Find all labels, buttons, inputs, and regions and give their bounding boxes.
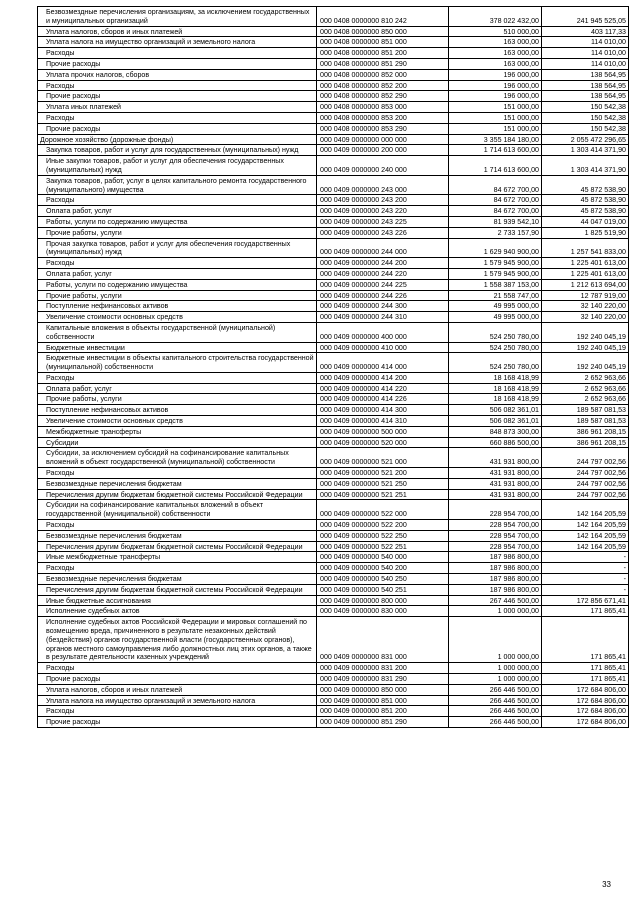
row-executed-amount-cell: 45 872 538,90: [542, 195, 629, 206]
row-executed-amount-cell: 138 564,95: [542, 91, 629, 102]
row-executed-amount-cell: 386 961 208,15: [542, 437, 629, 448]
row-name-cell: Уплата налога на имущество организаций и земельного налога: [38, 695, 317, 706]
row-name-cell: Исполнение судебных актов: [38, 606, 317, 617]
table-row: [38, 437, 629, 448]
row-name-cell: Расходы: [38, 372, 317, 383]
row-code-cell: 000 0409 0000000 830 000: [317, 606, 449, 617]
row-name-cell: Иные бюджетные ассигнования: [38, 595, 317, 606]
table-row: [38, 123, 629, 134]
row-name-cell: Прочие расходы: [38, 717, 317, 728]
row-planned-amount-cell: 228 954 700,00: [449, 541, 542, 552]
row-code-cell: 000 0409 0000000 521 000: [317, 448, 449, 468]
row-name-cell: Перечисления другим бюджетам бюджетной системы Российской Федерации: [38, 489, 317, 500]
row-code-cell: 000 0409 0000000 243 226: [317, 227, 449, 238]
row-name-cell: Расходы: [38, 258, 317, 269]
row-name-cell: Расходы: [38, 663, 317, 674]
row-code-cell: 000 0408 0000000 853 000: [317, 102, 449, 113]
row-name-cell: Увеличение стоимости основных средств: [38, 312, 317, 323]
row-executed-amount-cell: 142 164 205,59: [542, 541, 629, 552]
row-planned-amount-cell: 187 986 800,00: [449, 563, 542, 574]
table-row: [38, 216, 629, 227]
table-row: [38, 595, 629, 606]
row-code-cell: 000 0409 0000000 244 000: [317, 238, 449, 258]
row-executed-amount-cell: 138 564,95: [542, 80, 629, 91]
row-name-cell: Безвозмездные перечисления бюджетам: [38, 478, 317, 489]
row-executed-amount-cell: 150 542,38: [542, 112, 629, 123]
table-row: [38, 69, 629, 80]
row-executed-amount-cell: 32 140 220,00: [542, 312, 629, 323]
row-planned-amount-cell: 196 000,00: [449, 91, 542, 102]
row-name-cell: Прочие работы, услуги: [38, 227, 317, 238]
row-name-cell: Безвозмездные перечисления бюджетам: [38, 530, 317, 541]
row-name-cell: Уплата налога на имущество организаций и земельного налога: [38, 37, 317, 48]
table-row: [38, 448, 629, 468]
row-name-cell: Капитальные вложения в объекты государственной (муниципальной) собственности: [38, 322, 317, 342]
row-planned-amount-cell: 228 954 700,00: [449, 520, 542, 531]
row-executed-amount-cell: 114 010,00: [542, 58, 629, 69]
table-row: [38, 489, 629, 500]
table-row: [38, 112, 629, 123]
row-executed-amount-cell: 192 240 045,19: [542, 353, 629, 373]
table-row: [38, 91, 629, 102]
row-planned-amount-cell: 151 000,00: [449, 102, 542, 113]
row-executed-amount-cell: 45 872 538,90: [542, 175, 629, 195]
row-executed-amount-cell: 244 797 002,56: [542, 489, 629, 500]
row-executed-amount-cell: 1 212 613 694,00: [542, 279, 629, 290]
table-row: [38, 478, 629, 489]
row-code-cell: 000 0408 0000000 853 200: [317, 112, 449, 123]
row-planned-amount-cell: 431 931 800,00: [449, 478, 542, 489]
row-name-cell: Расходы: [38, 48, 317, 59]
row-planned-amount-cell: 18 168 418,99: [449, 372, 542, 383]
row-code-cell: 000 0408 0000000 850 000: [317, 26, 449, 37]
row-planned-amount-cell: 84 672 700,00: [449, 175, 542, 195]
row-executed-amount-cell: 142 164 205,59: [542, 500, 629, 520]
row-name-cell: Бюджетные инвестиции в объекты капитального строительства государственной (муниципальной) собственности: [38, 353, 317, 373]
table-row: [38, 695, 629, 706]
row-planned-amount-cell: 1 000 000,00: [449, 663, 542, 674]
row-name-cell: Уплата прочих налогов, сборов: [38, 69, 317, 80]
row-code-cell: 000 0409 0000000 522 250: [317, 530, 449, 541]
row-executed-amount-cell: 244 797 002,56: [542, 448, 629, 468]
row-code-cell: 000 0409 0000000 400 000: [317, 322, 449, 342]
row-executed-amount-cell: 192 240 045,19: [542, 322, 629, 342]
table-row: [38, 134, 629, 145]
row-planned-amount-cell: 266 446 500,00: [449, 684, 542, 695]
row-planned-amount-cell: 431 931 800,00: [449, 448, 542, 468]
row-executed-amount-cell: -: [542, 552, 629, 563]
row-executed-amount-cell: 1 225 401 613,00: [542, 258, 629, 269]
table-row: [38, 145, 629, 156]
table-row: [38, 372, 629, 383]
row-name-cell: Прочие расходы: [38, 674, 317, 685]
row-name-cell: Прочие расходы: [38, 123, 317, 134]
row-planned-amount-cell: 18 168 418,99: [449, 383, 542, 394]
page-number: 33: [602, 880, 611, 889]
table-row: [38, 48, 629, 59]
row-code-cell: 000 0409 0000000 521 250: [317, 478, 449, 489]
row-planned-amount-cell: 196 000,00: [449, 80, 542, 91]
budget-execution-table: [37, 6, 629, 728]
table-row: [38, 674, 629, 685]
row-executed-amount-cell: 138 564,95: [542, 69, 629, 80]
row-executed-amount-cell: 32 140 220,00: [542, 301, 629, 312]
table-row: [38, 279, 629, 290]
row-code-cell: 000 0409 0000000 243 225: [317, 216, 449, 227]
table-row: [38, 717, 629, 728]
row-code-cell: 000 0409 0000000 540 251: [317, 584, 449, 595]
row-executed-amount-cell: 114 010,00: [542, 37, 629, 48]
table-row: [38, 102, 629, 113]
row-executed-amount-cell: 172 684 806,00: [542, 684, 629, 695]
table-row: [38, 520, 629, 531]
row-executed-amount-cell: 1 303 414 371,90: [542, 145, 629, 156]
row-planned-amount-cell: 21 558 747,00: [449, 290, 542, 301]
row-name-cell: Субсидии, за исключением субсидий на софинансирование капитальных вложений в объект государственной (муниципальной) собственности: [38, 448, 317, 468]
row-planned-amount-cell: 660 886 500,00: [449, 437, 542, 448]
row-executed-amount-cell: 189 587 081,53: [542, 405, 629, 416]
row-executed-amount-cell: -: [542, 584, 629, 595]
row-planned-amount-cell: 378 022 432,00: [449, 7, 542, 27]
row-name-cell: Оплата работ, услуг: [38, 268, 317, 279]
row-executed-amount-cell: 45 872 538,90: [542, 206, 629, 217]
row-code-cell: 000 0408 0000000 852 200: [317, 80, 449, 91]
row-planned-amount-cell: 187 986 800,00: [449, 574, 542, 585]
row-planned-amount-cell: 524 250 780,00: [449, 322, 542, 342]
row-code-cell: 000 0409 0000000 410 000: [317, 342, 449, 353]
row-code-cell: 000 0409 0000000 244 200: [317, 258, 449, 269]
row-executed-amount-cell: 386 961 208,15: [542, 426, 629, 437]
row-name-cell: Расходы: [38, 468, 317, 479]
row-executed-amount-cell: 142 164 205,59: [542, 520, 629, 531]
row-code-cell: 000 0408 0000000 851 290: [317, 58, 449, 69]
row-code-cell: 000 0409 0000000 243 220: [317, 206, 449, 217]
row-code-cell: 000 0409 0000000 244 226: [317, 290, 449, 301]
table-row: [38, 606, 629, 617]
table-row: [38, 322, 629, 342]
table-row: [38, 238, 629, 258]
row-planned-amount-cell: 163 000,00: [449, 37, 542, 48]
row-planned-amount-cell: 163 000,00: [449, 58, 542, 69]
row-planned-amount-cell: 187 986 800,00: [449, 552, 542, 563]
row-executed-amount-cell: 241 945 525,05: [542, 7, 629, 27]
row-name-cell: Работы, услуги по содержанию имущества: [38, 216, 317, 227]
row-planned-amount-cell: 266 446 500,00: [449, 706, 542, 717]
row-code-cell: 000 0409 0000000 240 000: [317, 156, 449, 176]
row-code-cell: 000 0409 0000000 522 000: [317, 500, 449, 520]
row-planned-amount-cell: 506 082 361,01: [449, 405, 542, 416]
row-executed-amount-cell: -: [542, 563, 629, 574]
table-row: [38, 530, 629, 541]
row-code-cell: 000 0409 0000000 522 200: [317, 520, 449, 531]
row-code-cell: 000 0409 0000000 200 000: [317, 145, 449, 156]
row-name-cell: Безвозмездные перечисления организациям, за исключением государственных и муниципальных организаций: [38, 7, 317, 27]
row-code-cell: 000 0409 0000000 521 200: [317, 468, 449, 479]
row-code-cell: 000 0409 0000000 540 000: [317, 552, 449, 563]
row-code-cell: 000 0409 0000000 244 300: [317, 301, 449, 312]
row-name-cell: Перечисления другим бюджетам бюджетной системы Российской Федерации: [38, 541, 317, 552]
row-planned-amount-cell: 1 579 945 900,00: [449, 268, 542, 279]
row-code-cell: 000 0409 0000000 851 200: [317, 706, 449, 717]
table-row: [38, 383, 629, 394]
row-executed-amount-cell: 1 303 414 371,90: [542, 156, 629, 176]
row-executed-amount-cell: 403 117,33: [542, 26, 629, 37]
table-row: [38, 416, 629, 427]
row-name-cell: Субсидии: [38, 437, 317, 448]
row-planned-amount-cell: 49 995 000,00: [449, 301, 542, 312]
row-code-cell: 000 0408 0000000 853 290: [317, 123, 449, 134]
row-executed-amount-cell: 12 787 919,00: [542, 290, 629, 301]
row-planned-amount-cell: 49 995 000,00: [449, 312, 542, 323]
row-name-cell: Расходы: [38, 520, 317, 531]
table-row: [38, 290, 629, 301]
table-row: [38, 156, 629, 176]
row-executed-amount-cell: 244 797 002,56: [542, 478, 629, 489]
row-planned-amount-cell: 1 714 613 600,00: [449, 145, 542, 156]
row-code-cell: 000 0409 0000000 414 220: [317, 383, 449, 394]
row-code-cell: 000 0409 0000000 244 225: [317, 279, 449, 290]
row-executed-amount-cell: 171 865,41: [542, 663, 629, 674]
row-code-cell: 000 0409 0000000 540 200: [317, 563, 449, 574]
row-executed-amount-cell: 2 652 963,66: [542, 383, 629, 394]
row-executed-amount-cell: 2 652 963,66: [542, 394, 629, 405]
row-executed-amount-cell: 192 240 045,19: [542, 342, 629, 353]
row-code-cell: 000 0409 0000000 244 220: [317, 268, 449, 279]
row-planned-amount-cell: 187 986 800,00: [449, 584, 542, 595]
row-name-cell: Уплата иных платежей: [38, 102, 317, 113]
table-row: [38, 37, 629, 48]
row-planned-amount-cell: 266 446 500,00: [449, 695, 542, 706]
table-row: [38, 175, 629, 195]
row-planned-amount-cell: 506 082 361,01: [449, 416, 542, 427]
row-code-cell: 000 0409 0000000 851 290: [317, 717, 449, 728]
row-name-cell: Прочие работы, услуги: [38, 394, 317, 405]
row-planned-amount-cell: 1 000 000,00: [449, 606, 542, 617]
row-name-cell: Безвозмездные перечисления бюджетам: [38, 574, 317, 585]
row-planned-amount-cell: 431 931 800,00: [449, 489, 542, 500]
row-code-cell: 000 0409 0000000 522 251: [317, 541, 449, 552]
table-row: [38, 552, 629, 563]
row-planned-amount-cell: 1 000 000,00: [449, 617, 542, 663]
row-code-cell: 000 0409 0000000 500 000: [317, 426, 449, 437]
row-planned-amount-cell: 1 558 387 153,00: [449, 279, 542, 290]
table-row: [38, 258, 629, 269]
row-name-cell: Иные межбюджетные трансферты: [38, 552, 317, 563]
row-name-cell: Расходы: [38, 195, 317, 206]
row-executed-amount-cell: 2 652 963,66: [542, 372, 629, 383]
row-code-cell: 000 0408 0000000 852 290: [317, 91, 449, 102]
table-row: [38, 206, 629, 217]
row-name-cell: Расходы: [38, 112, 317, 123]
row-name-cell: Расходы: [38, 563, 317, 574]
row-planned-amount-cell: 266 446 500,00: [449, 717, 542, 728]
row-executed-amount-cell: 1 825 519,90: [542, 227, 629, 238]
row-planned-amount-cell: 2 733 157,90: [449, 227, 542, 238]
table-row: [38, 58, 629, 69]
row-name-cell: Иные закупки товаров, работ и услуг для обеспечения государственных (муниципальных) нужд: [38, 156, 317, 176]
row-name-cell: Закупка товаров, работ и услуг для государственных (муниципальных) нужд: [38, 145, 317, 156]
row-executed-amount-cell: 189 587 081,53: [542, 416, 629, 427]
table-body: [38, 7, 629, 728]
row-code-cell: 000 0409 0000000 851 000: [317, 695, 449, 706]
row-code-cell: 000 0409 0000000 521 251: [317, 489, 449, 500]
table-row: [38, 312, 629, 323]
row-planned-amount-cell: 3 355 184 180,00: [449, 134, 542, 145]
row-executed-amount-cell: 1 257 541 833,00: [542, 238, 629, 258]
row-code-cell: 000 0409 0000000 414 200: [317, 372, 449, 383]
table-row: [38, 7, 629, 27]
row-planned-amount-cell: 151 000,00: [449, 123, 542, 134]
table-row: [38, 227, 629, 238]
row-code-cell: 000 0409 0000000 244 310: [317, 312, 449, 323]
row-name-cell: Оплата работ, услуг: [38, 206, 317, 217]
row-executed-amount-cell: 171 865,41: [542, 606, 629, 617]
row-name-cell: Прочие расходы: [38, 58, 317, 69]
row-executed-amount-cell: 172 856 671,41: [542, 595, 629, 606]
table-row: [38, 468, 629, 479]
row-planned-amount-cell: 163 000,00: [449, 48, 542, 59]
table-row: [38, 394, 629, 405]
report-table-container: [37, 6, 626, 728]
table-row: [38, 301, 629, 312]
row-planned-amount-cell: 510 000,00: [449, 26, 542, 37]
row-planned-amount-cell: 524 250 780,00: [449, 353, 542, 373]
row-code-cell: 000 0409 0000000 831 290: [317, 674, 449, 685]
row-planned-amount-cell: 196 000,00: [449, 69, 542, 80]
row-name-cell: Поступление нефинансовых активов: [38, 301, 317, 312]
row-executed-amount-cell: 142 164 205,59: [542, 530, 629, 541]
row-executed-amount-cell: 171 865,41: [542, 674, 629, 685]
row-name-cell: Уплата налогов, сборов и иных платежей: [38, 684, 317, 695]
row-code-cell: 000 0408 0000000 810 242: [317, 7, 449, 27]
row-name-cell: Поступление нефинансовых активов: [38, 405, 317, 416]
table-row: [38, 574, 629, 585]
row-name-cell: Перечисления другим бюджетам бюджетной системы Российской Федерации: [38, 584, 317, 595]
row-name-cell: Прочие расходы: [38, 91, 317, 102]
table-row: [38, 195, 629, 206]
row-executed-amount-cell: 172 684 806,00: [542, 706, 629, 717]
row-code-cell: 000 0409 0000000 414 000: [317, 353, 449, 373]
row-executed-amount-cell: 171 865,41: [542, 617, 629, 663]
row-name-cell: Закупка товаров, работ, услуг в целях капитального ремонта государственного (муниципального) имущества: [38, 175, 317, 195]
row-executed-amount-cell: 114 010,00: [542, 48, 629, 59]
row-executed-amount-cell: 2 055 472 296,65: [542, 134, 629, 145]
table-row: [38, 684, 629, 695]
table-row: [38, 80, 629, 91]
row-planned-amount-cell: 228 954 700,00: [449, 500, 542, 520]
row-name-cell: Увеличение стоимости основных средств: [38, 416, 317, 427]
row-code-cell: 000 0409 0000000 520 000: [317, 437, 449, 448]
table-row: [38, 584, 629, 595]
row-planned-amount-cell: 84 672 700,00: [449, 206, 542, 217]
table-row: [38, 405, 629, 416]
row-code-cell: 000 0409 0000000 243 200: [317, 195, 449, 206]
row-name-cell: Исполнение судебных актов Российской Федерации и мировых соглашений по возмещению вреда, причиненного в результате незаконных действий (бездействия) органов государственной власти (государственных органов), органов местного самоуправления либо должностных лиц этих органов, а также в результате деятельности казенных учреждений: [38, 617, 317, 663]
row-planned-amount-cell: 1 714 613 600,00: [449, 156, 542, 176]
table-row: [38, 500, 629, 520]
row-planned-amount-cell: 267 446 500,00: [449, 595, 542, 606]
row-executed-amount-cell: 44 047 019,00: [542, 216, 629, 227]
row-code-cell: 000 0409 0000000 243 000: [317, 175, 449, 195]
row-code-cell: 000 0409 0000000 000 000: [317, 134, 449, 145]
row-planned-amount-cell: 1 579 945 900,00: [449, 258, 542, 269]
row-name-cell: Оплата работ, услуг: [38, 383, 317, 394]
row-executed-amount-cell: 150 542,38: [542, 123, 629, 134]
row-name-cell: Уплата налогов, сборов и иных платежей: [38, 26, 317, 37]
row-planned-amount-cell: 848 873 300,00: [449, 426, 542, 437]
table-row: [38, 426, 629, 437]
table-row: [38, 268, 629, 279]
row-code-cell: 000 0408 0000000 851 000: [317, 37, 449, 48]
row-code-cell: 000 0409 0000000 831 000: [317, 617, 449, 663]
table-row: [38, 617, 629, 663]
row-code-cell: 000 0409 0000000 414 300: [317, 405, 449, 416]
table-row: [38, 342, 629, 353]
row-name-cell: Прочие работы, услуги: [38, 290, 317, 301]
row-planned-amount-cell: 1 000 000,00: [449, 674, 542, 685]
row-executed-amount-cell: 244 797 002,56: [542, 468, 629, 479]
row-name-cell: Расходы: [38, 80, 317, 91]
row-name-cell: Расходы: [38, 706, 317, 717]
row-name-cell: Межбюджетные трансферты: [38, 426, 317, 437]
table-row: [38, 353, 629, 373]
row-code-cell: 000 0409 0000000 850 000: [317, 684, 449, 695]
row-planned-amount-cell: 84 672 700,00: [449, 195, 542, 206]
row-code-cell: 000 0409 0000000 414 226: [317, 394, 449, 405]
row-planned-amount-cell: 81 939 542,10: [449, 216, 542, 227]
row-name-cell: Прочая закупка товаров, работ и услуг для обеспечения государственных (муниципальных) нужд: [38, 238, 317, 258]
row-code-cell: 000 0409 0000000 414 310: [317, 416, 449, 427]
row-name-cell: Дорожное хозяйство (дорожные фонды): [38, 134, 317, 145]
row-executed-amount-cell: 1 225 401 613,00: [542, 268, 629, 279]
row-name-cell: Работы, услуги по содержанию имущества: [38, 279, 317, 290]
row-code-cell: 000 0409 0000000 540 250: [317, 574, 449, 585]
row-planned-amount-cell: 151 000,00: [449, 112, 542, 123]
row-planned-amount-cell: 524 250 780,00: [449, 342, 542, 353]
row-executed-amount-cell: 172 684 806,00: [542, 695, 629, 706]
row-code-cell: 000 0409 0000000 831 200: [317, 663, 449, 674]
row-planned-amount-cell: 431 931 800,00: [449, 468, 542, 479]
row-name-cell: Бюджетные инвестиции: [38, 342, 317, 353]
table-row: [38, 26, 629, 37]
row-executed-amount-cell: 172 684 806,00: [542, 717, 629, 728]
row-executed-amount-cell: 150 542,38: [542, 102, 629, 113]
row-planned-amount-cell: 18 168 418,99: [449, 394, 542, 405]
row-planned-amount-cell: 228 954 700,00: [449, 530, 542, 541]
row-code-cell: 000 0408 0000000 852 000: [317, 69, 449, 80]
row-planned-amount-cell: 1 629 940 900,00: [449, 238, 542, 258]
table-row: [38, 563, 629, 574]
row-executed-amount-cell: -: [542, 574, 629, 585]
row-code-cell: 000 0409 0000000 800 000: [317, 595, 449, 606]
table-row: [38, 706, 629, 717]
table-row: [38, 541, 629, 552]
row-name-cell: Субсидии на софинансирование капитальных вложений в объект государственной (муниципальной) собственности: [38, 500, 317, 520]
row-code-cell: 000 0408 0000000 851 200: [317, 48, 449, 59]
table-row: [38, 663, 629, 674]
